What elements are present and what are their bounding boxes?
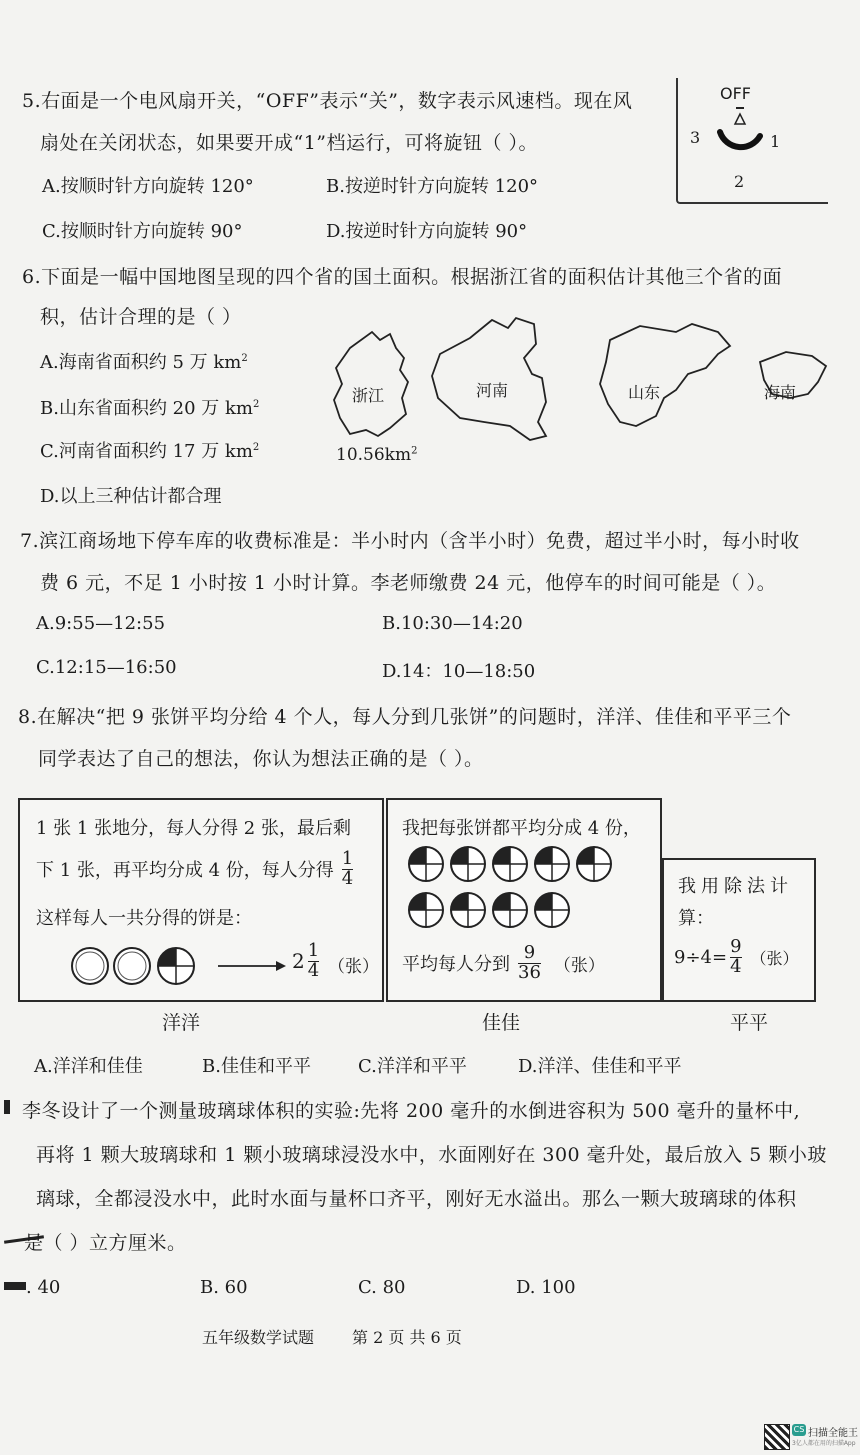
q7-option-b: B.10:30—14:20 — [382, 613, 523, 634]
dial-knob-icon — [706, 106, 776, 176]
q7-option-c: C.12:15—16:50 — [36, 657, 177, 678]
dial-1-label: 1 — [770, 132, 781, 151]
q9-line2: 再将 1 颗大玻璃球和 1 颗小玻璃球浸没水中，水面刚好在 300 毫升处，最后放入 5 颗小玻 — [36, 1144, 827, 1166]
quartered-cake-1 — [409, 847, 443, 881]
q8-option-a: A.洋洋和佳佳 — [34, 1056, 143, 1077]
q8-option-b: B.佳佳和平平 — [202, 1056, 311, 1077]
yangyang-box — [18, 798, 384, 1002]
q6-option-c: C.河南省面积约 17 万 $km^2$ — [40, 441, 260, 462]
yangyang-text-1: 1 张 1 张地分，每人分得 2 张，最后剩 — [36, 818, 351, 839]
quartered-cake-7 — [451, 893, 485, 927]
zhejiang-label: 浙江 — [352, 386, 385, 405]
watermark-app-name: 扫描全能王 — [808, 1428, 858, 1439]
q5-option-c: C.按顺时针方向旋转 90° — [42, 221, 243, 242]
q9-line1: 李冬设计了一个测量玻璃球体积的实验:先将 200 毫升的水倒进容积为 500 毫升的量杯中, — [22, 1100, 801, 1122]
quartered-cake-9 — [535, 893, 569, 927]
q6-option-b: B.山东省面积约 20 万 $km^2$ — [40, 398, 260, 419]
whole-cake-1 — [72, 948, 108, 984]
watermark-subtitle: 3亿人都在用的扫描App — [792, 1440, 856, 1447]
q7-option-a: A.9:55—12:55 — [36, 613, 166, 634]
footer-page: 第 2 页 共 6 页 — [352, 1328, 462, 1347]
q5-option-b: B.按逆时针方向旋转 120° — [326, 176, 539, 197]
q5-option-d: D.按逆时针方向旋转 90° — [326, 221, 528, 242]
hainan-label: 海南 — [764, 383, 797, 402]
jiajia-pies-figure — [408, 844, 628, 932]
shandong-map — [600, 324, 730, 426]
cut-mark-2 — [4, 1282, 26, 1290]
q9-option-d: D. 100 — [516, 1277, 576, 1298]
jiajia-box — [386, 798, 662, 1002]
yangyang-pies-figure — [70, 940, 370, 988]
jiajia-name: 佳佳 — [482, 1012, 521, 1034]
q6-option-a: A.海南省面积约 5 万 $km^2$ — [40, 352, 248, 373]
qr-code-icon — [764, 1424, 790, 1450]
q9-line3: 璃球，全都浸没水中，此时水面与量杯口齐平，刚好无水溢出。那么一颗大玻璃球的体积 — [36, 1188, 797, 1210]
whole-cake-2 — [114, 948, 150, 984]
yangyang-unit: （张） — [328, 957, 379, 977]
camscanner-logo-icon: CS — [793, 1425, 805, 1434]
q7-line1: 7.滨江商场地下停车库的收费标准是：半小时内（含半小时）免费，超过半小时，每小时收 — [20, 530, 800, 552]
q9-option-c: C. 80 — [358, 1277, 406, 1298]
yangyang-result: 2 $\frac{1}{4}$ — [292, 940, 320, 981]
zhejiang-area-label: $10.56km^2$ — [336, 445, 418, 465]
quartered-cake-4 — [535, 847, 569, 881]
q8-option-c: C.洋洋和平平 — [358, 1056, 467, 1077]
jiajia-text-1: 我把每张饼都平均分成 4 份， — [402, 818, 641, 839]
fan-switch-figure — [676, 78, 828, 204]
pingping-result: 9÷4= $\frac{9}{4}$ （张） — [674, 936, 799, 977]
q5-line1: 5.右面是一个电风扇开关，“OFF”表示“关”，数字表示风速档。现在风 — [22, 90, 633, 112]
q8-line2: 同学表达了自己的想法，你认为想法正确的是（ ）。 — [38, 748, 484, 770]
yangyang-name: 洋洋 — [162, 1012, 201, 1034]
dial-3-label: 3 — [690, 128, 701, 147]
henan-label: 河南 — [476, 381, 509, 400]
quartered-cake-8 — [493, 893, 527, 927]
quartered-cake-5 — [577, 847, 611, 881]
quartered-cake-3 — [493, 847, 527, 881]
q9-option-b: B. 60 — [200, 1277, 248, 1298]
quartered-cake-2 — [451, 847, 485, 881]
shandong-label: 山东 — [628, 383, 661, 402]
footer-title: 五年级数学试题 — [202, 1328, 315, 1347]
q7-line2: 费 6 元，不足 1 小时按 1 小时计算。李老师缴费 24 元，他停车的时间可能是（ ）。 — [40, 572, 777, 594]
pingping-box — [662, 858, 816, 1002]
q5-line2: 扇处在关闭状态，如果要开成“1”档运行，可将旋钮（ ）。 — [40, 132, 539, 154]
pingping-text-1: 我用除法计 — [678, 876, 793, 897]
dial-2-label: 2 — [734, 172, 745, 191]
q6-line1: 6.下面是一幅中国地图呈现的四个省的国土面积。根据浙江省的面积估计其他三个省的面 — [22, 266, 783, 288]
jiajia-result: 平均每人分到 $\frac{9}{36}$ （张） — [402, 942, 605, 983]
cut-mark-1 — [4, 1100, 10, 1114]
q5-option-a: A.按顺时针方向旋转 120° — [42, 176, 254, 197]
yangyang-text-3: 这样每人一共分得的饼是： — [36, 908, 252, 929]
pingping-name: 平平 — [730, 1012, 769, 1034]
q7-option-d: D.14：10—18:50 — [382, 661, 536, 682]
q8-option-d: D.洋洋、佳佳和平平 — [518, 1056, 682, 1077]
dial-off-label: OFF — [720, 84, 751, 103]
q6-line2: 积，估计合理的是（ ） — [40, 306, 242, 328]
q8-line1: 8.在解决“把 9 张饼平均分给 4 个人，每人分到几张饼”的问题时，洋洋、佳佳和平平三个 — [18, 706, 792, 728]
q9-option-a: . 40 — [26, 1277, 61, 1298]
q9-line4: 是（ ）立方厘米。 — [24, 1232, 187, 1254]
pingping-text-2: 算： — [678, 908, 714, 929]
yangyang-text-2: 下 1 张，再平均分成 4 份，每人分得 $\frac{1}{4}$ — [36, 848, 354, 889]
q6-option-d: D.以上三种估计都合理 — [40, 486, 222, 507]
quartered-cake-6 — [409, 893, 443, 927]
